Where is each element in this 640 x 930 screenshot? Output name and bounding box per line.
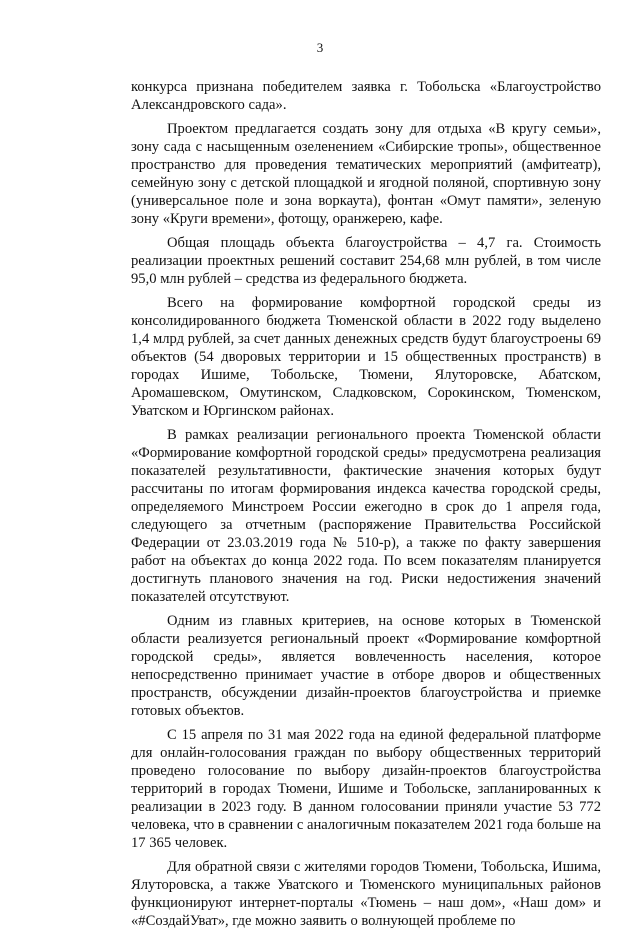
paragraph-project-zones: Проектом предлагается создать зону для отдыха «В кругу семьи», зону сада с насыщенным озеленением «Сибирские тропы», общественное пространство для проведения тематических мероприятий (амфитеатр), семейную зону с детской площадкой и ягодной поляной, спортивную зону (универсальное поле и зона воркаута), фонтан «Омут памяти», зеленую зону «Круги времени», фотощу, оранжерею, кафе. [131,121,601,227]
paragraph-voting: С 15 апреля по 31 мая 2022 года на единой федеральной платформе для онлайн-голосования граждан по выбору общественных территорий проведено голосование по выбору дизайн-проектов благоустройства территорий в городах Тюмени, Ишиме и Тобольске, запланированных к реализации в 2023 году. В данном голосовании приняли участие 53 772 человека, что в сравнении с аналогичным показателем 2021 года больше на 17 365 человек. [131,727,601,851]
document-body [131,78,601,930]
paragraph-feedback: Для обратной связи с жителями городов Тюмени, Тобольска, Ишима, Ялуторовска, а также Уватского и Тюменского муниципальных районов функционируют интернет-порталы «Тюмень – наш дом», «Наш дом» и «#СоздайУват», где можно заявить о волнующей проблеме по [131,859,601,929]
paragraph-criteria: Одним из главных критериев, на основе которых в Тюменской области реализуется региональный проект «Формирование комфортной городской среды», является вовлеченность населения, которое непосредственно принимает участие в отборе дворов и общественных пространств, обсуждении дизайн-проектов благоустройства и приемке готовых объектов. [131,613,601,719]
paragraph-indicators: В рамках реализации регионального проекта Тюменской области «Формирование комфортной городской среды» предусмотрена реализация показателей результативности, фактические значения которых будут рассчитаны по итогам формирования индекса качества городской среды, определяемого Минстроем России ежегодно в срок до 1 апреля года, следующего за отчетным (распоряжение Правительства Российской Федерации от 23.03.2019 года № 510-р), а также по факту завершения работ на объектах до конца 2022 года. По всем показателям планируется достигнуть планового значения на год. Риски недостижения значений показателей отсутствуют. [131,427,601,605]
paragraph-continuation: конкурса признана победителем заявка г. Тобольска «Благоустройство Александровского сада». [131,79,601,113]
paragraph-area-cost: Общая площадь объекта благоустройства – 4,7 га. Стоимость реализации проектных решений составит 254,68 млн рублей, в том числе 95,0 млн рублей – средства из федерального бюджета. [131,235,601,287]
page-number: 3 [316,40,324,55]
paragraph-funding: Всего на формирование комфортной городской среды из консолидированного бюджета Тюменской области в 2022 году выделено 1,4 млрд рублей, за счет данных денежных средств будут благоустроены 69 объектов (54 дворовых территории и 15 общественных пространств) в городах Ишиме, Тобольске, Тюмени, Ялуторовске, Абатском, Аромашевском, Омутинском, Сладковском, Сорокинском, Тюменском, Уватском и Юргинском районах. [131,295,601,419]
